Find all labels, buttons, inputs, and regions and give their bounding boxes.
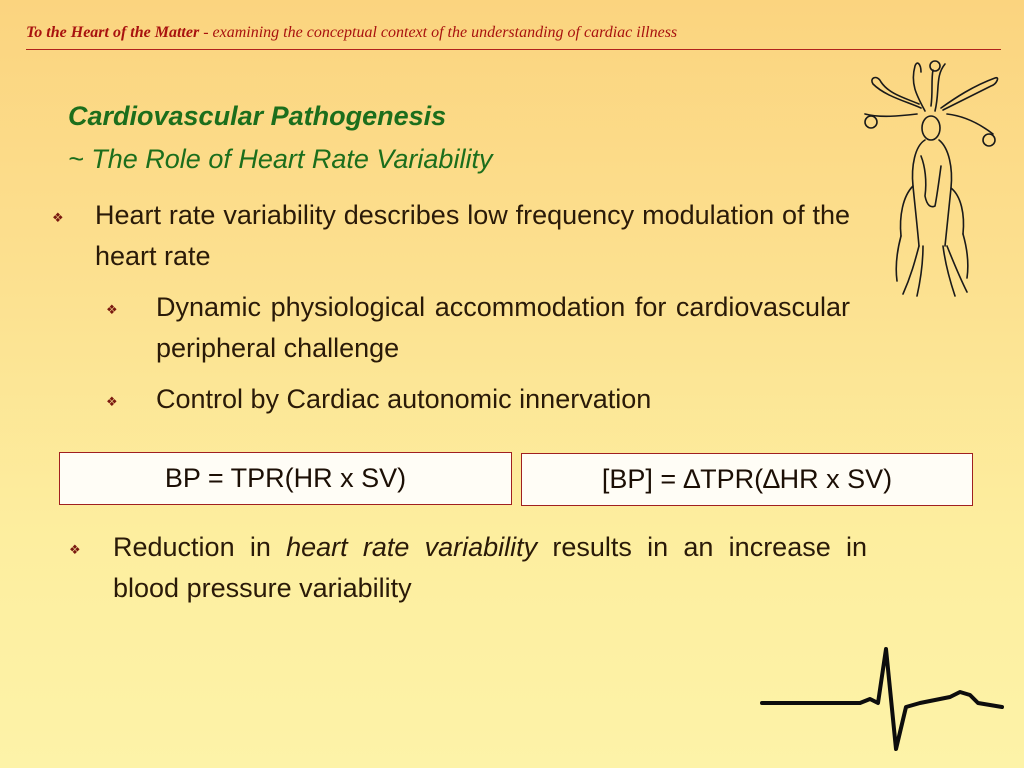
header-divider [26, 49, 1001, 50]
bullet-text: Heart rate variability describes low frequency modulation of the heart rate [95, 200, 850, 271]
formula-box-bp [59, 452, 512, 505]
bullet-diamond-icon: ❖ [106, 394, 118, 409]
mandrake-woodcut-icon [855, 56, 1005, 306]
bullet-diamond-icon: ❖ [106, 302, 118, 317]
bullet-diamond-icon: ❖ [69, 542, 81, 557]
header-subtitle: - examining the conceptual context of the understanding of cardiac illness [199, 24, 678, 41]
bullet-text-post: results in an increase in blood pressure variability [113, 532, 867, 603]
header-title: To the Heart of the Matter [26, 24, 200, 41]
bullet-hrv-definition [52, 195, 850, 277]
bullet-text: Control by Cardiac autonomic innervation [156, 384, 652, 414]
bullet-diamond-icon: ❖ [52, 210, 64, 225]
bullet-text-pre: Reduction in [113, 532, 287, 562]
slide-subtitle: ~ The Role of Heart Rate Variability [68, 144, 493, 174]
bullet-hrv-reduction [69, 527, 867, 609]
slide-title: Cardiovascular Pathogenesis [68, 101, 447, 131]
bullet-text: Dynamic physiological accommodation for cardiovascular peripheral challenge [156, 292, 850, 363]
ecg-trace-icon [760, 645, 1010, 757]
formula-bp: BP = TPR(HR x SV) [164, 463, 407, 493]
bullet-dynamic-accommodation [106, 287, 850, 369]
header-banner [26, 24, 1001, 42]
formula-box-delta-bp [521, 453, 973, 506]
bullet-autonomic-control [106, 379, 850, 420]
bullet-text-emphasis: heart rate variability [286, 532, 538, 562]
formula-delta-bp: [BP] = ∆TPR(∆HR x SV) [601, 464, 893, 494]
